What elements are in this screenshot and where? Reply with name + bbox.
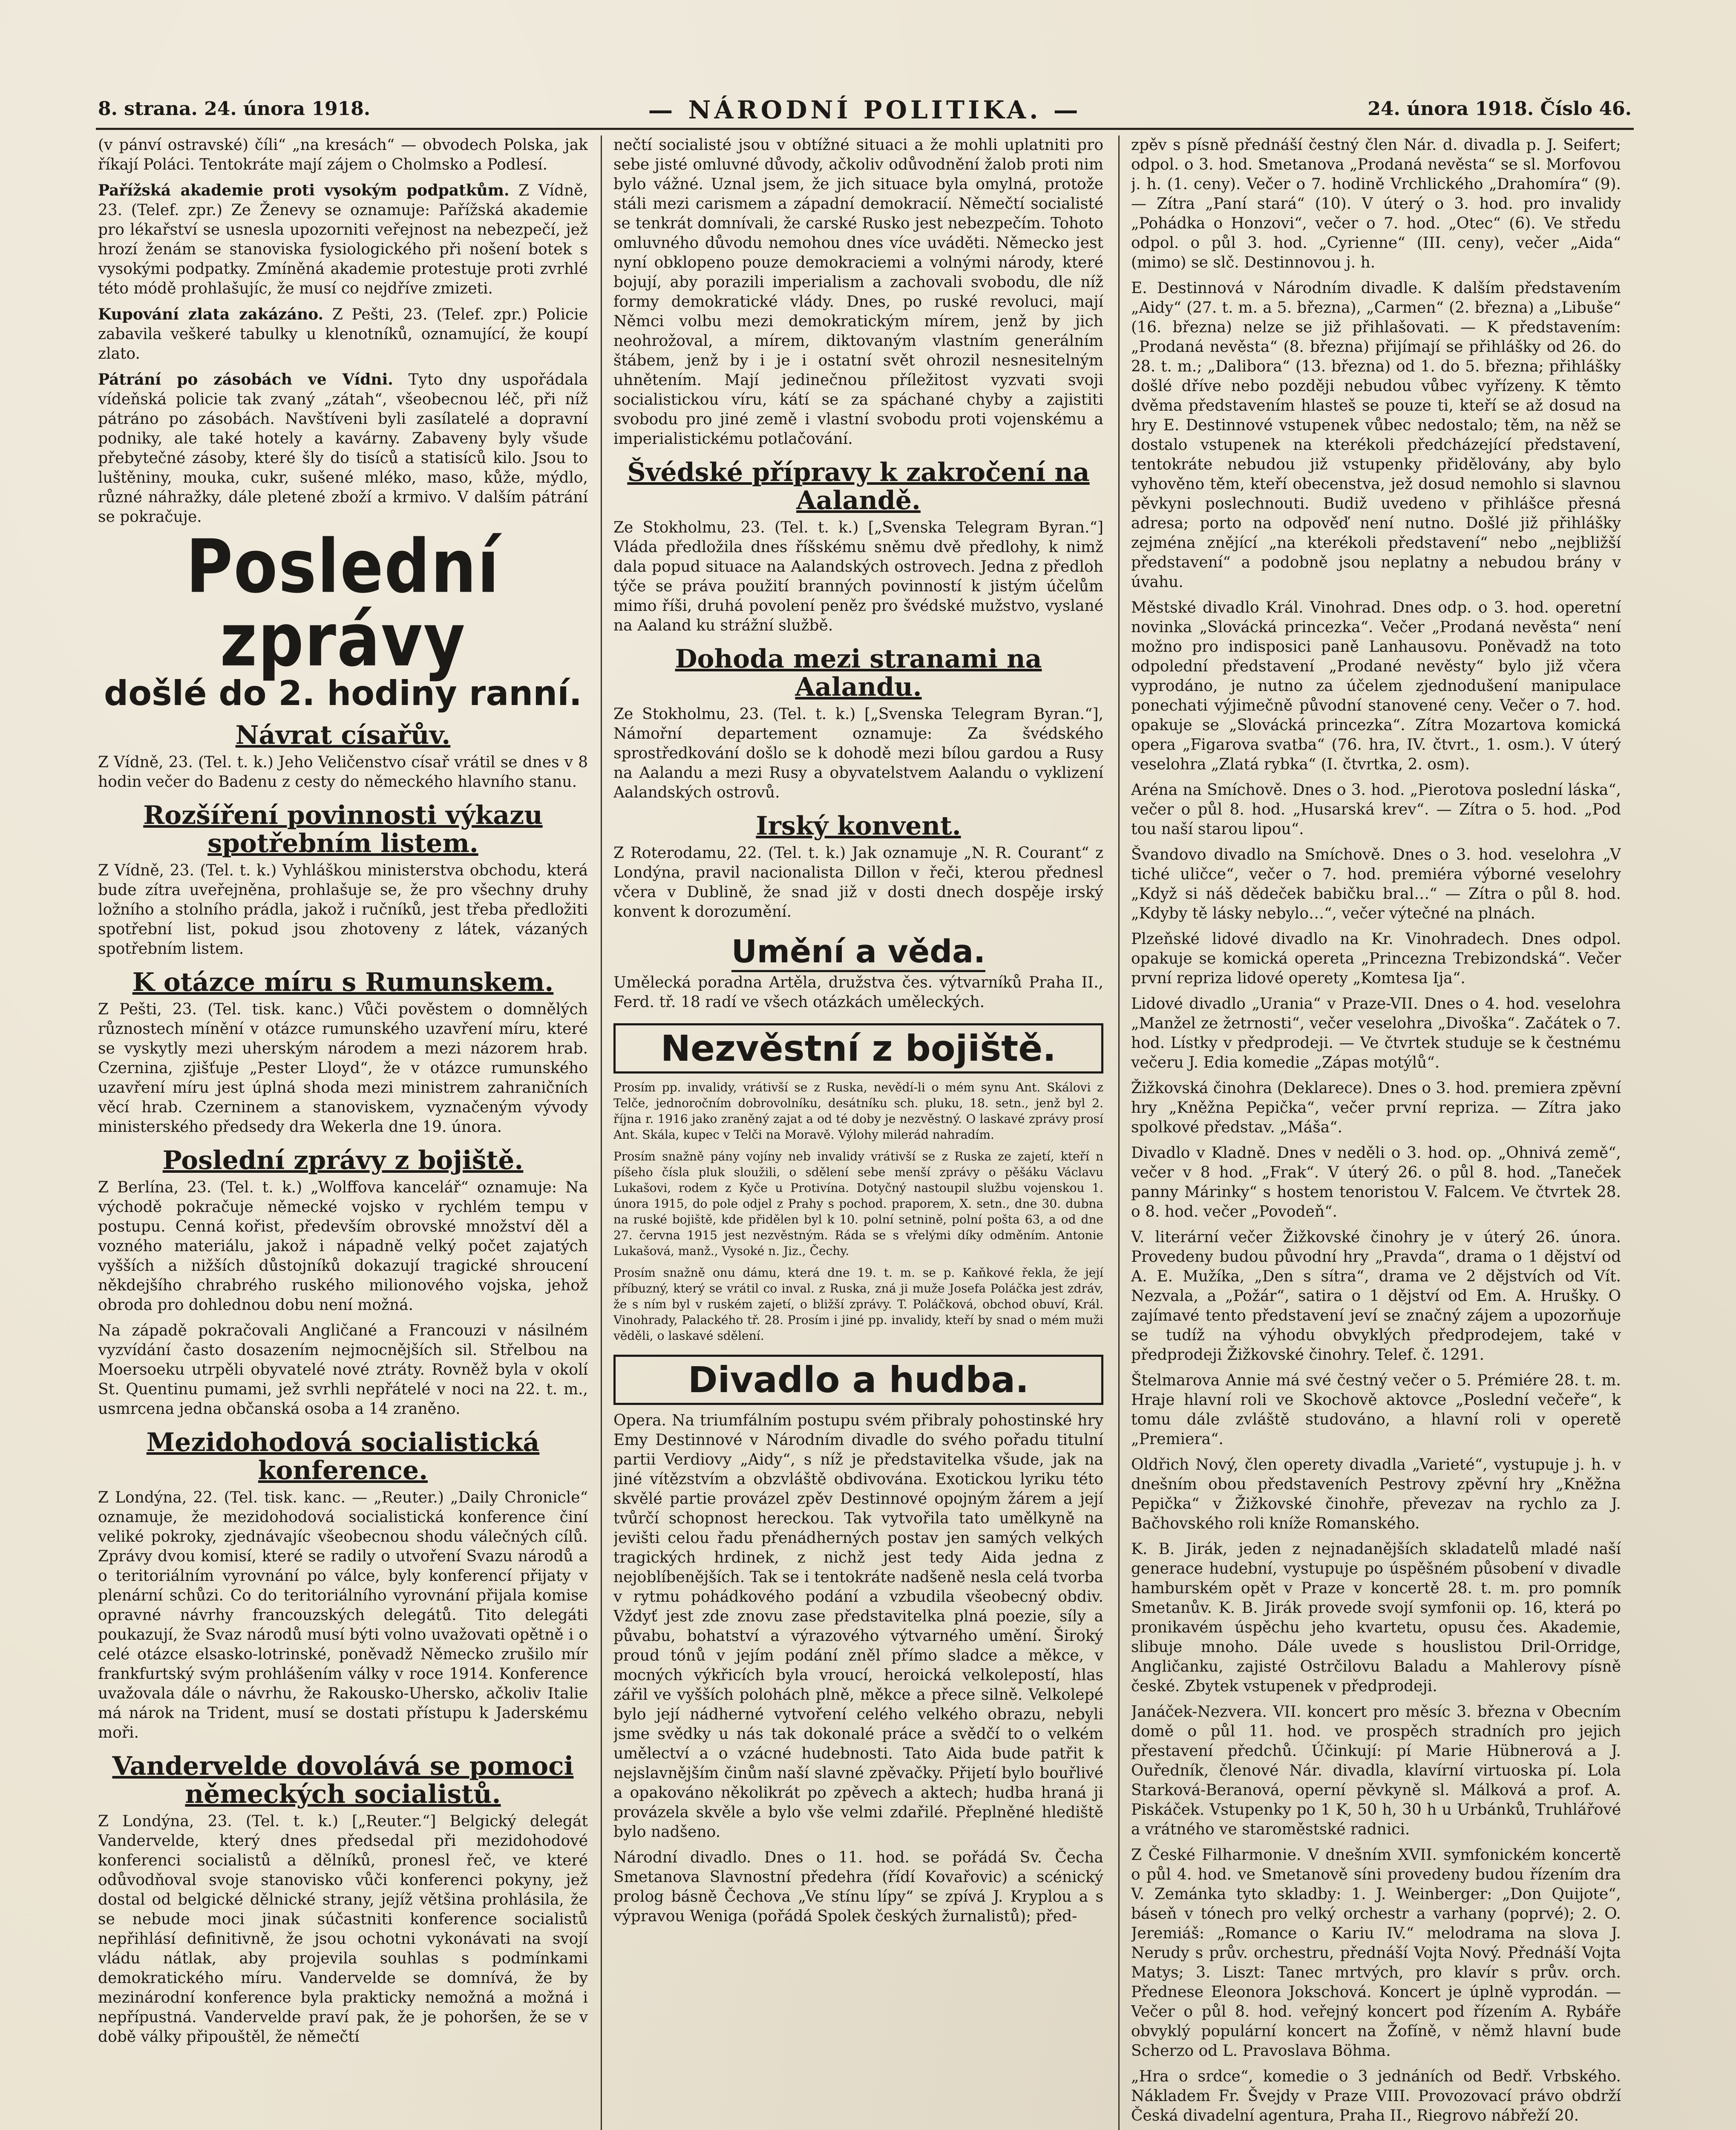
article-lead: Kupování zlata zakázáno. [98, 305, 324, 323]
article-body: Z Pešti, 23. (Telef. zpr.) Policie zabavila veškeré tabulky u klenotníků, oznamující, že koupí zlato. [98, 306, 588, 363]
article-paragraph: Švandovo divadlo na Smíchově. Dnes o 3. hod. veselohra „V tiché uličce“, večer o 7. hod. premiéra výborné veselohry „Když si náš dědeček babičku bral…“ — Zítra o půl 8. hod. „Kdyby tě lásky nebylo…“, večer výtečné na plnách. [1131, 846, 1621, 922]
article-paragraph: zpěv s písně přednáší čestný člen Nár. d. divadla p. J. Seifert; odpol. o 3. hod. Smetanova „Prodaná nevěsta“ se sl. Morfovou j. h. (1. ceny). Večer o 7. hodině Vrchlického „Drahomíra“ (9). — Zítra „Panı́ stará“ (10). V úterý o 3. hod. pro invalidy „Pohádka o Honzovi“, večer o 7. hod. „Otec“ (6). Ve středu odpol. o půl 3. hod. „Cyrienne“ (III. ceny), večer „Aida“ (mimo) se slč. Destinnovou j. h. [1131, 136, 1621, 271]
article-headline: Vandervelde dovolává se pomoci německých socialistů. [112, 1751, 574, 1809]
article-paragraph: „Hra o srdce“, komedie o 3 jednáních od Bedř. Vrbského. Nákladem Fr. Švejdy v Praze VIII. Provozovací právo obdrží Česká divadelní agentura, Praha II., Riegrovo nábřeží 20. [1131, 2068, 1621, 2124]
article-paragraph: Ze Stokholmu, 23. (Tel. t. k.) [„Svenska Telegram Byran.“] Vláda předložila dnes říšskému sněmu dvě předlohy, k nimž dala popud situace na Aalandských ostrovech. Jedna z předloh týče se práva použití branných povinností k jistým účelům mimo říši, druhá povolení peněz pro švédské mužstvo, vyslané na Aaland ku strážní službě. [613, 519, 1103, 634]
section-title-missing: Nezvěstní z bojiště. [613, 1023, 1103, 1074]
article-paragraph: Oldřich Nový, člen operety divadla „Varieté“, vystupuje j. h. v dnešním obou představeních Pestrovy zpěvní hry „Kněžna Pepička“ v Žižkovské činohře, převezav na rychlo za J. Bačhovského roli kníže Romanského. [1131, 1456, 1621, 1532]
article-paragraph: Na západě pokračovali Angličané a Francouzi v násilném vyzvídání často dosazením nejmocnějších sil. Střelbou na Moersoeku utrpěli obyvatelé nové ztráty. Rovněž byla v okolí St. Quentinu pumami, jež svrhli nepřátelé v noci na 22. t. m., usmrcena jedna občanská osoba a 14 zraněno. [98, 1322, 588, 1418]
article-paragraph: K. B. Jirák, jeden z nejnadanějších skladatelů mladé naší generace hudební, vystupuje po úspěšném působení v divadle hamburském opět v Praze v koncertě 28. t. m. pro pomník Smetanův. K. B. Jirák provede svojí symfonii op. 16, která po pronikavém úspěchu jeho kvartetu, opusu čes. Akademie, slibuje mnoho. Dále uvede s houslistou Dril-Orridge, Angličanku, zajisté Ostrčilovu Baladu a Mahlerovy písně české. Zbytek vstupenek v předprodeji. [1131, 1540, 1621, 1695]
article-lead: Pátrání po zásobách ve Vídni. [98, 371, 393, 389]
column-2 [613, 135, 1103, 2130]
article-paragraph: V. literární večer Žižkovské činohry je v úterý 26. února. Provedeny budou původní hry „Pravda“, drama o 1 dějství od A. E. Mužíka, „Den s sítra“, drama ve 2 dějstvích od Vít. Nezvala, a „Požár“, satira o 1 dějství od Em. A. Hrušky. O zajímavé tento představení jeví se značný zájem a upozorňuje se tudíž na výhodu obvyklých předprodejem, také v předprodeji Žižkovské činohry. Telef. č. 1291. [1131, 1229, 1621, 1364]
page-header [98, 95, 1632, 128]
section-subtitle: došlé do 2. hodiny ranní. [104, 674, 582, 713]
section-title-art-science [613, 935, 1103, 969]
article-paragraph: Umělecká poradna Artěla, družstva čes. výtvarníků Praha II., Ferd. tř. 18 radí ve všech otázkách uměleckých. [613, 974, 1103, 1011]
article-paragraph: Aréna na Smíchově. Dnes o 3. hod. „Pierotova poslední láska“, večer o půl 8. hod. „Husarská krev“. — Zítra o 5. hod. „Pod tou naší starou lipou“. [1131, 781, 1621, 838]
article-body: Z Vídně, 23. (Telef. zpr.) Ze Ženevy se oznamuje: Pařížská akademie pro lékařství se usnesla upozorniti veřejnost na nebezpečí, jež hrozí ženám se stanoviska fysiologického při nošení botek s vysokými podpatky. Zmíněná akademie protestuje proti zvrhlé této módě prohlašujíc, že musí co nejdříve zmizeti. [98, 182, 588, 297]
article-paragraph: E. Destinnová v Národním divadle. K dalším představením „Aidy“ (27. t. m. a 5. března), „Carmen“ (2. března) a „Libuše“ (16. března) nelze se již přihlašovati. — K představením: „Prodaná nevěsta“ (8. března) přijímají se přihlášky od 26. do 28. t. m.; „Dalibora“ (13. března) od 1. do 5. března; přihlášky došlé dříve nebo později nebudou vůbec vyřízeny. K těmto dvěma představením hlasteš se pouze ti, kteří se až dosud na hry E. Destinnové vstupenek vůbec nedostalo; těm, na něž se dostalo vstupenek na kterékoli předcházející představení, tentokráte nebudou již vstupenky přidělovány, aby bylo vyhověno těm, kteří obecenstva, jež dosud nemohlo si slavnou pěvkyni poslechnouti. Budiž uvedeno v přihlášce přesná adresa; porto na odpověď není nutno. Došlé již přihlášky zejména znějící „na kterékoli představení“ nebo „nejbližší představení“ a podobně jsou neplatny a nebudou brány v úvahu. [1131, 279, 1621, 591]
article-paragraph [98, 181, 588, 299]
article-headline: Mezidohodová socialistická konference. [146, 1428, 540, 1485]
article-headline: Irský konvent. [756, 811, 961, 841]
article-lead: Pařížská akademie proti vysokým podpatkům. [98, 181, 510, 199]
article-paragraph: Z Pešti, 23. (Tel. tisk. kanc.) Vůči pověstem o domnělých různostech mínění v otázce rumunského uzavření míru, které se vyskytly mezi uherským národem a mezi názorem hrab. Czernina, zjišťuje „Pester Lloyd“, že v otázce rumunského uzavření míru jest úplná shoda mezi ministrem zahraničních věcí hrab. Czerninem a stanoviskem, vyznačeným vývody ministerského předsedy dra Wekerla dne 19. února. [98, 1001, 588, 1136]
article-paragraph: Žižkovská činohra (Deklarece). Dnes o 3. hod. premiera zpěvní hry „Kněžna Pepička“, večer první repriza. — Zítra jako spolkové představ. „Máša“. [1131, 1079, 1621, 1136]
article-headline: Švédské přípravy k zakročení na Aalandě. [627, 458, 1090, 515]
article-paragraph: Plzeňské lidové divadlo na Kr. Vinohradech. Dnes odpol. opakuje se komická opereta „Princezna Trebizondská“. Večer první repriza lidové operety „Komtesa Ija“. [1131, 930, 1621, 987]
article-headline: K otázce míru s Rumunskem. [132, 967, 554, 997]
article-paragraph: Národní divadlo. Dnes o 11. hod. se pořádá Sv. Čecha Smetanova Slavnostní předehra (řídí Kovařovic) a scénický prolog básně Čechova „Ve stínu lípy“ se zpívá J. Kryplou a s výpravou Weniga (pořádá Spolek českých žurnalistů); před- [613, 1849, 1103, 1925]
section-title-theatre-music: Divadlo a hudba. [613, 1355, 1103, 1405]
article-headline: Poslední zprávy z bojiště. [162, 1146, 524, 1175]
notice-paragraph: Prosím pp. invalidy, vrátivší se z Ruska, nevědí-li o mém synu Ant. Skálovi z Telče, jednoročním dobrovolníku, desátníku sch. pluku, 18. setn., jenž byl 2. října r. 1916 jako zraněný zajat a od té doby je nezvěstný. O laskavé zprávy prosí Ant. Skála, kupec v Telči na Moravě. Výlohy milerád nahradím. [613, 1080, 1103, 1142]
column-divider [601, 135, 602, 2130]
article-paragraph: Z Vídně, 23. (Tel. t. k.) Vyhláškou ministerstva obchodu, která bude zítra uveřejněna, prohlašuje se, že pro všechny druhy ložního a stolního prádla, jakož i ručníků, jest třeba předložiti spotřební list, pokud jsou zhotoveny z látek, vázaných spotřebním listem. [98, 862, 588, 958]
article-body: Tyto dny uspořádala vídeňská policie tak zvaný „zátah“, všeobecnou léč, při níž pátráno po zásobách. Navštíveni byli zasílatelé a dopravní podniky, ale také hotely a kavárny. Zabaveny byly všude přebytečné zásoby, které šly do tisíců a statisíců kilo. Jsou to luštěniny, mouka, cukr, sušené mléko, maso, kůže, mýdlo, různé náhražky, dále pletené zboží a krmivo. V dalším pátrání se pokračuje. [98, 371, 588, 526]
header-issue-number: 24. února 1918. Číslo 46. [1367, 98, 1632, 120]
article-paragraph: Z Berlína, 23. (Tel. t. k.) „Wolffova kancelář“ oznamuje: Na východě pokračuje německé vojsko v rychlém tempu v postupu. Cenná kořist, především obrovské množství děl a vozného materiálu, jakož i nápadně velký počet zajatých vyšších a nižších důstojníků dokazují tragické shroucení někdejšího chrabrého ruského milionového vojska, jehož obroda pro dohlednou dobu není možná. [98, 1179, 588, 1314]
article-paragraph: nečtí socialisté jsou v obtížné situaci a že mohli uplatniti pro sebe jisté omluvné důvody, ačkoliv odůvodnění žalob proti nim bylo vážné. Uznal jsem, že jich situace byla omylná, protože stáli mezi carismem a západní demokracií. Němečtí socialisté se tenkrát domnívali, že carské Rusko jest nebezpečím. Tohoto omluvného důvodu nemohou dnes více uváděti. Německo jest nyní obklopeno pouze demokraciemi a volnými národy, které bojují, aby porazili imperialism a zachovali svobodu, dle níž formy demokratické vlády. Dnes, po ruské revoluci, mají Němci volbu mezi demokratickým mírem, jenž by jich neohrožoval, a mírem, diktovaným vlastním generálním štábem, jenž by i je i ostatní svět ohrozil nesnesitelným uhnětením. Mají jedinečnou příležitost vyzvati svoji socialistickou víru, kátí se za spáchané chyby a zajistiti svobodu pro jiné země i vlastní svobodu proti vojenskému a imperialistickému potlačování. [613, 136, 1103, 448]
article-paragraph: Z Londýna, 22. (Tel. tisk. kanc. — „Reuter.) „Daily Chronicle“ oznamuje, že mezidohodová socialistická konference činí veliké pokroky, zjednávajíc všeobecnou shodu válečných cílů. Zprávy dvou komisí, které se radily o utvoření Svazu národů a o teritoriálním vyrovnání po válce, byly konferencí přijaty v plenární schůzi. Co do teritoriálního vyrovnání přijala komise opravné návrhy francouzských delegátů. Tito delegáti poukazují, že Svaz národů musí býti volno uvažovati opětně i o celé otázce elsasko-lotrinské, poněvadž Německo zrušilo mír frankfurtský svým prohlášením války v roce 1914. Konference uvažovala dále o návrhu, že Rakousko-Uhersko, ačkoliv Italie má nárok na Trident, musí se dostati přístupu k Jaderskému moři. [98, 1489, 588, 1741]
notice-paragraph: Prosím snažně onu dámu, která dne 19. t. m. se p. Kaňkové řekla, že její příbuzný, který se vrátil co inval. z Ruska, zná ji muže Josefa Poláčka jest zdráv, že s ním byl v ruském zajetí, o bližší zprávy. T. Poláčková, obchod obuví, Král. Vinohrady, Palackého tř. 28. Prosím i jiné pp. invalidy, kteří by snad o mém muži věděli, o laskavé sdělení. [613, 1266, 1103, 1343]
article-paragraph: Z Roterodamu, 22. (Tel. t. k.) Jak oznamuje „N. R. Courant“ z Londýna, pravil nacionalista Dillon v řeči, kterou přednesl včera v Dublině, že snad již v dosti dnech dospěje irský konvent k dorozumění. [613, 844, 1103, 921]
article-paragraph [98, 305, 588, 364]
article-paragraph: (v pánví ostravské) číli“ „na kresách“ — obvodech Polska, jak říkají Poláci. Tentokráte mají zájem o Cholmsko a Podlesí. [98, 136, 588, 173]
article-paragraph: Janáček-Nezvera. VII. koncert pro měsíc 3. března v Obecním domě o půl 11. hod. ve prospěch stradních pro jejich přestavení předchů. Účinkují: pí Marie Hübnerová a J. Ouředník, členové Nár. divadla, klavírní virtuoska pí. Lola Starková-Beranová, operní pěvkyně sl. Málková a prof. A. Piskáček. Vstupenky po 1 K, 50 h, 30 h u Urbánků, Truhlářové a vrátného ve staroměstské radnici. [1131, 1703, 1621, 1838]
article-headline: Rozšíření povinnosti výkazu spotřebním listem. [143, 800, 543, 858]
article-paragraph: Divadlo v Kladně. Dnes v neděli o 3. hod. op. „Ohnivá země“, večer v 8 hod. „Frak“. V úterý 26. o půl 8. hod. „Taneček panny Márinky“ s hostem tenoristou V. Falcem. Ve čtvrtek 28. o 8. hod. večer „Povodeň“. [1131, 1144, 1621, 1220]
article-paragraph: Ze Stokholmu, 23. (Tel. t. k.) [„Svenska Telegram Byran.“], Námořní departement oznamuje: Za švédského sprostředkování došlo se k dohodě mezi bílou gardou a Rusy na Aalandu a mezi Rusy a obyvatelstvem Aalandu o vyklizení Aalandských ostrovů. [613, 705, 1103, 801]
article-paragraph: Z České Filharmonie. V dnešním XVII. symfonickém koncertě o půl 4. hod. ve Smetanově síni provedeny budou řízením dra V. Zemánka tyto skladby: 1. J. Weinberger: „Don Quijote“, báseň v tónech pro velký orchestr a varhany (poprvé); 2. O. Jeremiáš: „Romance o Kariu IV.“ melodrama na slova J. Nerudy s prův. orchestru, přednáší Vojta Nový. Přednáší Vojta Matys; 3. Liszt: Tanec mrtvých, pro klavír s prův. orch. Přednese Eleonora Jokschová. Koncert je úplně vyprodán. — Večer o půl 8. hod. veřejný koncert pod řízením A. Rybáře obvyklý populární koncert na Žofíně, v němž hlavní bude Scherzo od L. Pravoslava Böhma. [1131, 1846, 1621, 2060]
article-paragraph: Štelmarova Annie má své čestný večer o 5. Prémiére 28. t. m. Hraje hlavní roli ve Skochově aktovce „Poslední večeře“, k tomu dále zvláště studováno, a hlavní roli v operetě „Premiera“. [1131, 1372, 1621, 1448]
column-1 [98, 135, 588, 2130]
article-paragraph: Z Vídně, 23. (Tel. t. k.) Jeho Veličenstvo císař vrátil se dnes v 8 hodin večer do Badenu z cesty do německého hlavního stanu. [98, 754, 588, 791]
article-paragraph: Opera. Na triumfálním postupu svém přibraly pohostinské hry Emy Destinnové v Národním divadle do svého pořadu titulní partii Verdiovy „Aidy“, s níž je představitelka všude, jak na jiné vítězstvím a obzvláště obdivována. Exotickou lyriku této skvělé partie provázel zpěv Destinnové opojným žárem a její tvůrčí schopnost hereckou. Tak vytvořila tato umělkyně na jevišti celou řadu přenádherných postav jen samých velkých tragických hrdinek, z nichž jest tedy Aida jedna z nejoblíbenějších. Tak se i tentokráte nadšeně nesla celá tvorba v rytmu pohádkového podání a vzbudila všeobecný obdiv. Vždyť jest zde znovu zase představitelka plná poezie, síly a půvabu, bohatství a výrazového výtvarného umění. Široký proud tónů v jejím podání zněl přímo sladce a měkce, v mocných výkřicích byla vroucí, heroická velkolepostí, hlas zářil ve vyšších polohách plně, měkce a přece silně. Velkolepé bylo její nádherné vytvoření celého velkého obrazu, nebyli jsme svědky u nás tak dokonalé práce a svědčí to o velkém umělectví a o vzácné hudebnosti. Tato Aida bude patřit k nejslavnějším činům naší slavné zpěvačky. Přijetí bylo bouřlivé a opakováno několikrát po zpěvech a aktech; hudba hraná ji provázela skvěle a bylo vše velmi zdařilé. Přeplněné hlediště bylo nadšeno. [613, 1412, 1103, 1841]
section-title-latest-news: Poslední zprávy [186, 524, 500, 683]
article-headline: Návrat císařův. [235, 720, 451, 750]
article-paragraph [98, 370, 588, 527]
section-title-text: Umění a věda. [731, 933, 985, 972]
column-divider [1118, 135, 1120, 2130]
article-headline: Dohoda mezi stranami na Aalandu. [675, 644, 1042, 702]
column-3 [1131, 135, 1621, 2130]
article-paragraph: Z Londýna, 23. (Tel. t. k.) [„Reuter.“] Belgický delegát Vandervelde, který dnes předsedal při mezidohodové konferenci socialistů a dělníků, pronesl řeč, ve které odůvodňoval svoje stanovisko vůči konferenci pokyny, jež dostal od belgické dělnické strany, jejíž většina prohlásila, že se nebude moci jinak súčastniti konference socialistů nepřihlásí definitivně, že jsou ochotni vykonávati na svojí vládu nátlak, aby projevila souhlas s podmínkami demokratického míru. Vandervelde se domnívá, že by mezinárodní konference byla prakticky nemožná a možná i nepřípustná. Vandervelde praví pak, že je pohoršen, že se v době války připouštěl, že němečtí [98, 1813, 588, 2046]
notice-paragraph: Prosím snažně pány vojíny neb invalidy vrátivší se z Ruska ze zajetí, kteří n píšeho čísla pluk sloužili, o sdělení sebe menší zprávy o pěšáku Václavu Lukašovi, rodem z Kyče u Protivína. Dotyčný nastoupil službu vojenskou 1. února 1915, do pole odjel z Prahy s pochod. praporem, X. setn., dne 30. dubna na ruské bojiště, kde přidělen byl k 10. polní setnině, polní pošta 63, a od dne 27. června 1915 jest nezvěstným. Ráda se s vřelými díky odměním. Antonie Lukašová, manž., Vysoké n. Jiz., Čechy. [613, 1149, 1103, 1258]
header-page-date: 8. strana. 24. února 1918. [98, 98, 371, 120]
article-paragraph: Městské divadlo Král. Vinohrad. Dnes odp. o 3. hod. operetní novinka „Slovácká princezka“. Večer „Prodaná nevěsta“ není možno pro indisposici paně Lanhausovu. Poněvadž na toto odpolední představení „Prodané nevěsty“ bylo již včera vyprodáno, je nutno za účelem zjednodušení manipulace ponechati výjimečně původní stanovené ceny. Večer o 7. hod. opakuje se „Slovácká princezka“. Zítra Mozartova komická opera „Figarova svatba“ (76. hra, IV. čtvrt., 1. osm.). V úterý veselohra „Zlatá rybka“ (I. čtvrtka, 2. osm). [1131, 599, 1621, 773]
header-masthead: — NÁRODNÍ POLITIKA. — [648, 95, 1082, 124]
header-rule [96, 128, 1634, 130]
article-paragraph: Lidové divadlo „Urania“ v Praze-VII. Dnes o 4. hod. veselohra „Manžel ze žetrnosti“, večer veselohra „Divoška“. Začátek o 7. hod. Lístky v předprodeji. — Ve čtvrtek studuje se k čestnému večeru J. Edia komedie „Zápas motýlů“. [1131, 995, 1621, 1071]
